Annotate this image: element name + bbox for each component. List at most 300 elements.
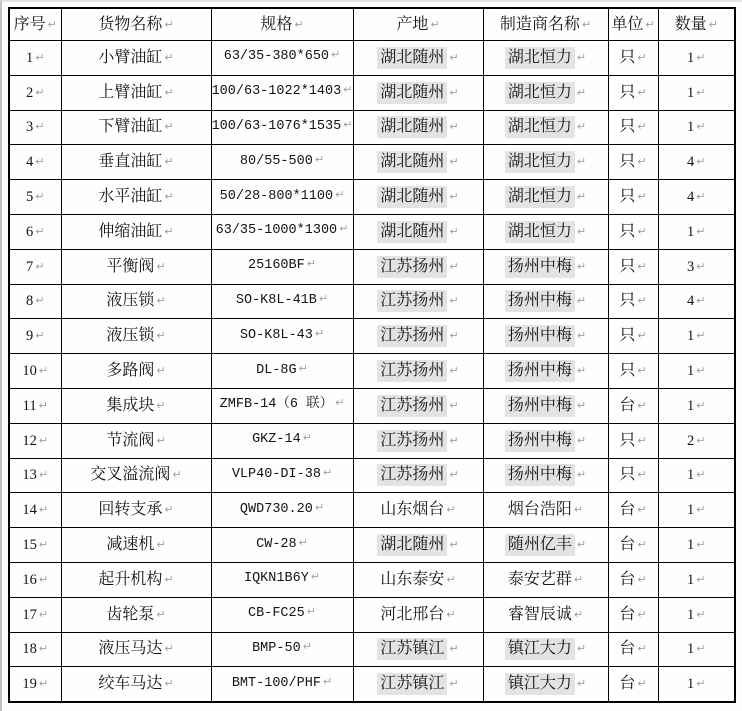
cell-manufacturer[interactable] — [483, 319, 608, 354]
cell-no[interactable] — [9, 214, 61, 249]
cell-name[interactable] — [61, 110, 211, 145]
cell-text: 1 — [687, 397, 695, 414]
cell-spec[interactable] — [211, 145, 353, 180]
end-of-cell-mark-icon: ↵ — [573, 503, 584, 517]
cell-manufacturer[interactable] — [483, 458, 608, 493]
end-of-cell-mark-icon: ↵ — [576, 190, 587, 204]
cell-spec[interactable] — [211, 214, 353, 249]
end-of-cell-mark-icon: ↵ — [576, 224, 587, 238]
cell-text: 扬州中梅 — [505, 395, 575, 417]
end-of-cell-mark-icon: ↵ — [35, 155, 45, 169]
cell-name[interactable] — [61, 41, 211, 76]
end-of-cell-mark-icon: ↵ — [696, 607, 706, 621]
cell-origin[interactable] — [353, 562, 483, 597]
cell-spec[interactable] — [211, 528, 353, 563]
end-of-cell-mark-icon: ↵ — [335, 396, 345, 410]
cell-manufacturer[interactable] — [483, 388, 608, 423]
cell-text: 只 — [619, 362, 636, 380]
column-header-qty[interactable] — [658, 8, 735, 41]
cell-origin[interactable] — [353, 493, 483, 528]
cell-spec[interactable] — [211, 597, 353, 632]
cell-text: 扬州中梅 — [505, 290, 575, 312]
cell-qty[interactable] — [658, 458, 735, 493]
end-of-cell-mark-icon: ↵ — [47, 17, 57, 31]
cell-text: 5 — [26, 189, 34, 206]
cell-text: 江苏扬州 — [377, 360, 447, 382]
cell-origin[interactable] — [353, 180, 483, 215]
cell-origin[interactable] — [353, 319, 483, 354]
cell-qty[interactable] — [658, 493, 735, 528]
cell-qty[interactable] — [658, 423, 735, 458]
end-of-cell-mark-icon: ↵ — [164, 190, 174, 204]
cell-unit[interactable] — [608, 388, 658, 423]
cell-spec[interactable] — [211, 354, 353, 389]
end-of-cell-mark-icon: ↵ — [637, 677, 647, 691]
end-of-cell-mark-icon: ↵ — [38, 468, 49, 482]
cell-spec[interactable] — [211, 284, 353, 319]
cell-qty[interactable] — [658, 667, 735, 702]
cell-text: 1 — [687, 606, 695, 623]
cell-unit[interactable] — [608, 110, 658, 145]
cell-text: 湖北随州 — [377, 221, 447, 243]
cell-text: VLP40-DI-38 — [231, 467, 321, 483]
cell-text: 湖北恒力 — [505, 186, 575, 208]
end-of-cell-mark-icon: ↵ — [449, 538, 459, 552]
end-of-cell-mark-icon: ↵ — [637, 224, 647, 238]
cell-no[interactable] — [9, 458, 61, 493]
scan-edge-top — [0, 0, 742, 2]
cell-name[interactable] — [61, 493, 211, 528]
cell-manufacturer[interactable] — [483, 667, 608, 702]
cell-origin[interactable] — [353, 110, 483, 145]
cell-manufacturer[interactable] — [483, 75, 608, 110]
end-of-cell-mark-icon: ↵ — [449, 364, 459, 378]
cell-name[interactable] — [61, 388, 211, 423]
end-of-cell-mark-icon: ↵ — [637, 572, 647, 586]
cell-no[interactable] — [9, 75, 61, 110]
cell-manufacturer[interactable] — [483, 249, 608, 284]
end-of-cell-mark-icon: ↵ — [164, 50, 174, 64]
cell-spec[interactable] — [211, 667, 353, 702]
end-of-cell-mark-icon: ↵ — [156, 294, 166, 308]
cell-text: CW-28 — [256, 536, 297, 552]
goods-table — [8, 7, 736, 703]
cell-unit[interactable] — [608, 249, 658, 284]
cell-origin[interactable] — [353, 145, 483, 180]
cell-name[interactable] — [61, 249, 211, 284]
cell-text: 7 — [26, 258, 34, 275]
table-row — [9, 41, 735, 76]
cell-qty[interactable] — [658, 632, 735, 667]
end-of-cell-mark-icon: ↵ — [449, 433, 459, 447]
cell-qty[interactable] — [658, 145, 735, 180]
cell-name[interactable] — [61, 145, 211, 180]
end-of-cell-mark-icon: ↵ — [164, 224, 174, 238]
cell-qty[interactable] — [658, 41, 735, 76]
cell-unit[interactable] — [608, 180, 658, 215]
cell-text: 上臂油缸 — [98, 83, 163, 101]
cell-manufacturer[interactable] — [483, 180, 608, 215]
cell-text: 泰安艺群 — [507, 570, 572, 588]
end-of-cell-mark-icon: ↵ — [576, 538, 587, 552]
cell-origin[interactable] — [353, 597, 483, 632]
cell-no[interactable] — [9, 319, 61, 354]
cell-origin[interactable] — [353, 41, 483, 76]
cell-text: 多路阀 — [106, 362, 155, 380]
end-of-cell-mark-icon: ↵ — [696, 433, 706, 447]
column-header-no[interactable] — [9, 8, 61, 41]
cell-origin[interactable] — [353, 75, 483, 110]
cell-text: 湖北恒力 — [505, 82, 575, 104]
cell-spec[interactable] — [211, 493, 353, 528]
cell-manufacturer[interactable] — [483, 110, 608, 145]
cell-text: 只 — [619, 327, 636, 345]
cell-text: 江苏扬州 — [377, 256, 447, 278]
cell-name[interactable] — [61, 528, 211, 563]
cell-spec[interactable] — [211, 632, 353, 667]
cell-spec[interactable] — [211, 458, 353, 493]
cell-text: 制造商名称 — [499, 15, 580, 33]
cell-text: 19 — [22, 676, 37, 693]
table-row — [9, 528, 735, 563]
cell-text: 江苏镇江 — [377, 638, 447, 660]
cell-no[interactable] — [9, 597, 61, 632]
cell-text: 江苏镇江 — [377, 673, 447, 695]
end-of-cell-mark-icon: ↵ — [38, 642, 49, 656]
cell-text: 1 — [687, 223, 695, 240]
cell-unit[interactable] — [608, 667, 658, 702]
table-row — [9, 249, 735, 284]
cell-text: 台 — [619, 536, 636, 554]
cell-text: BMP-50 — [252, 641, 301, 656]
end-of-cell-mark-icon: ↵ — [449, 398, 459, 412]
cell-no[interactable] — [9, 249, 61, 284]
cell-unit[interactable] — [608, 423, 658, 458]
end-of-cell-mark-icon: ↵ — [708, 17, 718, 31]
cell-text: 4 — [687, 293, 695, 310]
cell-qty[interactable] — [658, 110, 735, 145]
cell-name[interactable] — [61, 319, 211, 354]
cell-text: 扬州中梅 — [505, 464, 575, 486]
table-row — [9, 458, 735, 493]
cell-unit[interactable] — [608, 319, 658, 354]
end-of-cell-mark-icon: ↵ — [164, 120, 174, 134]
column-header-unit[interactable] — [608, 8, 658, 41]
cell-text: 4 — [687, 189, 695, 206]
end-of-cell-mark-icon: ↵ — [339, 222, 349, 236]
cell-text: 湖北随州 — [377, 116, 447, 138]
cell-text: 台 — [619, 501, 636, 519]
cell-name[interactable] — [61, 458, 211, 493]
cell-origin[interactable] — [353, 388, 483, 423]
cell-no[interactable] — [9, 528, 61, 563]
cell-text: 序号 — [13, 15, 46, 33]
cell-no[interactable] — [9, 145, 61, 180]
cell-origin[interactable] — [353, 249, 483, 284]
cell-name[interactable] — [61, 214, 211, 249]
end-of-cell-mark-icon: ↵ — [38, 537, 49, 551]
end-of-cell-mark-icon: ↵ — [645, 17, 655, 31]
end-of-cell-mark-icon: ↵ — [35, 294, 45, 308]
end-of-cell-mark-icon: ↵ — [637, 50, 647, 64]
cell-name[interactable] — [61, 597, 211, 632]
cell-origin[interactable] — [353, 632, 483, 667]
cell-origin[interactable] — [353, 284, 483, 319]
cell-name[interactable] — [61, 180, 211, 215]
cell-text: 1 — [26, 49, 34, 66]
end-of-cell-mark-icon: ↵ — [314, 500, 325, 514]
end-of-cell-mark-icon: ↵ — [449, 294, 459, 308]
cell-qty[interactable] — [658, 75, 735, 110]
end-of-cell-mark-icon: ↵ — [696, 259, 706, 273]
end-of-cell-mark-icon: ↵ — [322, 466, 333, 480]
end-of-cell-mark-icon: ↵ — [637, 642, 647, 656]
cell-spec[interactable] — [211, 319, 353, 354]
cell-manufacturer[interactable] — [483, 423, 608, 458]
end-of-cell-mark-icon: ↵ — [335, 187, 345, 201]
end-of-cell-mark-icon: ↵ — [576, 398, 587, 412]
cell-unit[interactable] — [608, 597, 658, 632]
end-of-cell-mark-icon: ↵ — [298, 535, 308, 549]
cell-no[interactable] — [9, 632, 61, 667]
cell-qty[interactable] — [658, 284, 735, 319]
end-of-cell-mark-icon: ↵ — [35, 190, 45, 204]
cell-text: 垂直油缸 — [98, 153, 163, 171]
cell-text: 湖北随州 — [377, 186, 447, 208]
cell-text: 数量 — [674, 15, 707, 33]
end-of-cell-mark-icon: ↵ — [576, 677, 587, 691]
cell-text: SO-K8L-43 — [239, 327, 313, 343]
cell-text: 湖北随州 — [377, 151, 447, 173]
end-of-cell-mark-icon: ↵ — [449, 50, 459, 64]
table-row — [9, 110, 735, 145]
cell-text: 江苏扬州 — [377, 290, 447, 312]
cell-unit[interactable] — [608, 75, 658, 110]
cell-qty[interactable] — [658, 597, 735, 632]
cell-no[interactable] — [9, 41, 61, 76]
end-of-cell-mark-icon: ↵ — [576, 433, 587, 447]
cell-qty[interactable] — [658, 354, 735, 389]
cell-no[interactable] — [9, 180, 61, 215]
cell-text: 江苏扬州 — [377, 430, 447, 452]
cell-unit[interactable] — [608, 493, 658, 528]
end-of-cell-mark-icon: ↵ — [449, 468, 459, 482]
end-of-cell-mark-icon: ↵ — [637, 294, 647, 308]
end-of-cell-mark-icon: ↵ — [314, 152, 325, 166]
cell-spec[interactable] — [211, 249, 353, 284]
cell-name[interactable] — [61, 562, 211, 597]
column-header-spec[interactable] — [211, 8, 353, 41]
end-of-cell-mark-icon: ↵ — [35, 224, 45, 238]
table-row — [9, 667, 735, 702]
cell-no[interactable] — [9, 493, 61, 528]
end-of-cell-mark-icon: ↵ — [573, 607, 584, 621]
cell-text: IQKN1B6Y — [243, 571, 309, 587]
cell-text: 4 — [26, 154, 34, 171]
end-of-cell-mark-icon: ↵ — [576, 364, 587, 378]
cell-text: 4 — [687, 154, 695, 171]
end-of-cell-mark-icon: ↵ — [696, 50, 706, 64]
cell-origin[interactable] — [353, 458, 483, 493]
cell-manufacturer[interactable] — [483, 528, 608, 563]
end-of-cell-mark-icon: ↵ — [322, 674, 333, 688]
cell-text: 11 — [22, 397, 37, 414]
cell-unit[interactable] — [608, 354, 658, 389]
column-header-origin[interactable] — [353, 8, 483, 41]
cell-text: 扬州中梅 — [505, 360, 575, 382]
end-of-cell-mark-icon: ↵ — [696, 398, 706, 412]
end-of-cell-mark-icon: ↵ — [696, 329, 706, 343]
cell-text: 10 — [22, 363, 37, 379]
cell-manufacturer[interactable] — [483, 41, 608, 76]
cell-unit[interactable] — [608, 214, 658, 249]
cell-text: 湖北随州 — [377, 82, 447, 104]
cell-name[interactable] — [61, 632, 211, 667]
end-of-cell-mark-icon: ↵ — [696, 572, 706, 586]
cell-text: 镇江大力 — [505, 638, 575, 660]
end-of-cell-mark-icon: ↵ — [637, 155, 647, 169]
cell-text: 湖北随州 — [377, 47, 447, 69]
end-of-cell-mark-icon: ↵ — [35, 259, 45, 273]
column-header-manufacturer[interactable] — [483, 8, 608, 41]
cell-no[interactable] — [9, 354, 61, 389]
end-of-cell-mark-icon: ↵ — [318, 292, 329, 306]
column-header-name[interactable] — [61, 8, 211, 41]
cell-no[interactable] — [9, 284, 61, 319]
end-of-cell-mark-icon: ↵ — [331, 48, 341, 62]
cell-qty[interactable] — [658, 388, 735, 423]
cell-text: 平衡阀 — [106, 257, 155, 275]
cell-spec[interactable] — [211, 75, 353, 110]
cell-manufacturer[interactable] — [483, 632, 608, 667]
cell-text: 台 — [619, 605, 636, 623]
cell-text: DL-8G — [256, 362, 297, 378]
cell-spec[interactable] — [211, 110, 353, 145]
cell-text: 63/35-380*650 — [223, 49, 330, 65]
cell-no[interactable] — [9, 667, 61, 702]
cell-origin[interactable] — [353, 214, 483, 249]
cell-qty[interactable] — [658, 528, 735, 563]
end-of-cell-mark-icon: ↵ — [430, 17, 440, 31]
cell-spec[interactable] — [211, 180, 353, 215]
end-of-cell-mark-icon: ↵ — [637, 120, 647, 134]
cell-name[interactable] — [61, 423, 211, 458]
cell-manufacturer[interactable] — [483, 597, 608, 632]
cell-name[interactable] — [61, 354, 211, 389]
cell-text: 17 — [22, 606, 37, 623]
cell-origin[interactable] — [353, 667, 483, 702]
cell-qty[interactable] — [658, 180, 735, 215]
cell-manufacturer[interactable] — [483, 214, 608, 249]
cell-text: 扬州中梅 — [505, 256, 575, 278]
cell-manufacturer[interactable] — [483, 562, 608, 597]
table-row — [9, 597, 735, 632]
table-row — [9, 75, 735, 110]
cell-no[interactable] — [9, 110, 61, 145]
cell-text: CB-FC25 — [248, 606, 305, 622]
cell-spec[interactable] — [211, 562, 353, 597]
end-of-cell-mark-icon: ↵ — [637, 433, 647, 447]
cell-text: 台 — [619, 396, 636, 414]
end-of-cell-mark-icon: ↵ — [637, 503, 647, 517]
cell-unit[interactable] — [608, 41, 658, 76]
cell-manufacturer[interactable] — [483, 354, 608, 389]
cell-manufacturer[interactable] — [483, 145, 608, 180]
end-of-cell-mark-icon: ↵ — [576, 85, 587, 99]
cell-qty[interactable] — [658, 214, 735, 249]
cell-text: 6 — [26, 223, 34, 240]
end-of-cell-mark-icon: ↵ — [164, 677, 174, 691]
cell-unit[interactable] — [608, 528, 658, 563]
end-of-cell-mark-icon: ↵ — [696, 85, 706, 99]
cell-unit[interactable] — [608, 284, 658, 319]
cell-name[interactable] — [61, 667, 211, 702]
cell-text: 台 — [619, 675, 636, 693]
cell-qty[interactable] — [658, 249, 735, 284]
cell-unit[interactable] — [608, 632, 658, 667]
cell-manufacturer[interactable] — [483, 493, 608, 528]
cell-text: 18 — [22, 641, 37, 658]
cell-unit[interactable] — [608, 145, 658, 180]
cell-text: 扬州中梅 — [505, 325, 575, 347]
cell-spec[interactable] — [211, 388, 353, 423]
cell-no[interactable] — [9, 388, 61, 423]
cell-text: SO-K8L-41B — [235, 293, 317, 309]
cell-manufacturer[interactable] — [483, 284, 608, 319]
cell-text: 湖北恒力 — [505, 116, 575, 138]
end-of-cell-mark-icon: ↵ — [449, 85, 459, 99]
cell-text: 山东烟台 — [380, 501, 445, 519]
cell-text: 山东泰安 — [380, 570, 445, 588]
cell-spec[interactable] — [211, 423, 353, 458]
cell-text: GKZ-14 — [252, 432, 301, 448]
cell-no[interactable] — [9, 562, 61, 597]
cell-no[interactable] — [9, 423, 61, 458]
end-of-cell-mark-icon: ↵ — [164, 17, 174, 31]
cell-text: 集成块 — [106, 396, 155, 414]
cell-spec[interactable] — [211, 41, 353, 76]
cell-text: 台 — [619, 570, 636, 588]
cell-text: 100/63-1076*1535 — [211, 119, 342, 135]
cell-text: 13 — [22, 467, 37, 484]
cell-qty[interactable] — [658, 319, 735, 354]
cell-name[interactable] — [61, 284, 211, 319]
end-of-cell-mark-icon: ↵ — [449, 155, 459, 169]
cell-name[interactable] — [61, 75, 211, 110]
cell-unit[interactable] — [608, 458, 658, 493]
cell-text: 交叉溢流阀 — [90, 466, 171, 484]
end-of-cell-mark-icon: ↵ — [696, 468, 706, 482]
cell-unit[interactable] — [608, 562, 658, 597]
cell-text: 只 — [619, 222, 636, 240]
table-row — [9, 319, 735, 354]
end-of-cell-mark-icon: ↵ — [637, 538, 647, 552]
cell-text: 液压锁 — [106, 327, 155, 345]
cell-text: 1 — [687, 363, 695, 379]
cell-origin[interactable] — [353, 423, 483, 458]
cell-origin[interactable] — [353, 528, 483, 563]
cell-qty[interactable] — [658, 562, 735, 597]
cell-text: 100/63-1022*1403 — [211, 84, 342, 100]
cell-text: 12 — [22, 432, 37, 449]
end-of-cell-mark-icon: ↵ — [696, 503, 706, 517]
end-of-cell-mark-icon: ↵ — [696, 294, 706, 308]
end-of-cell-mark-icon: ↵ — [637, 468, 647, 482]
end-of-cell-mark-icon: ↵ — [343, 83, 353, 97]
cell-origin[interactable] — [353, 354, 483, 389]
cell-text: 减速机 — [106, 536, 155, 554]
end-of-cell-mark-icon: ↵ — [156, 329, 166, 343]
